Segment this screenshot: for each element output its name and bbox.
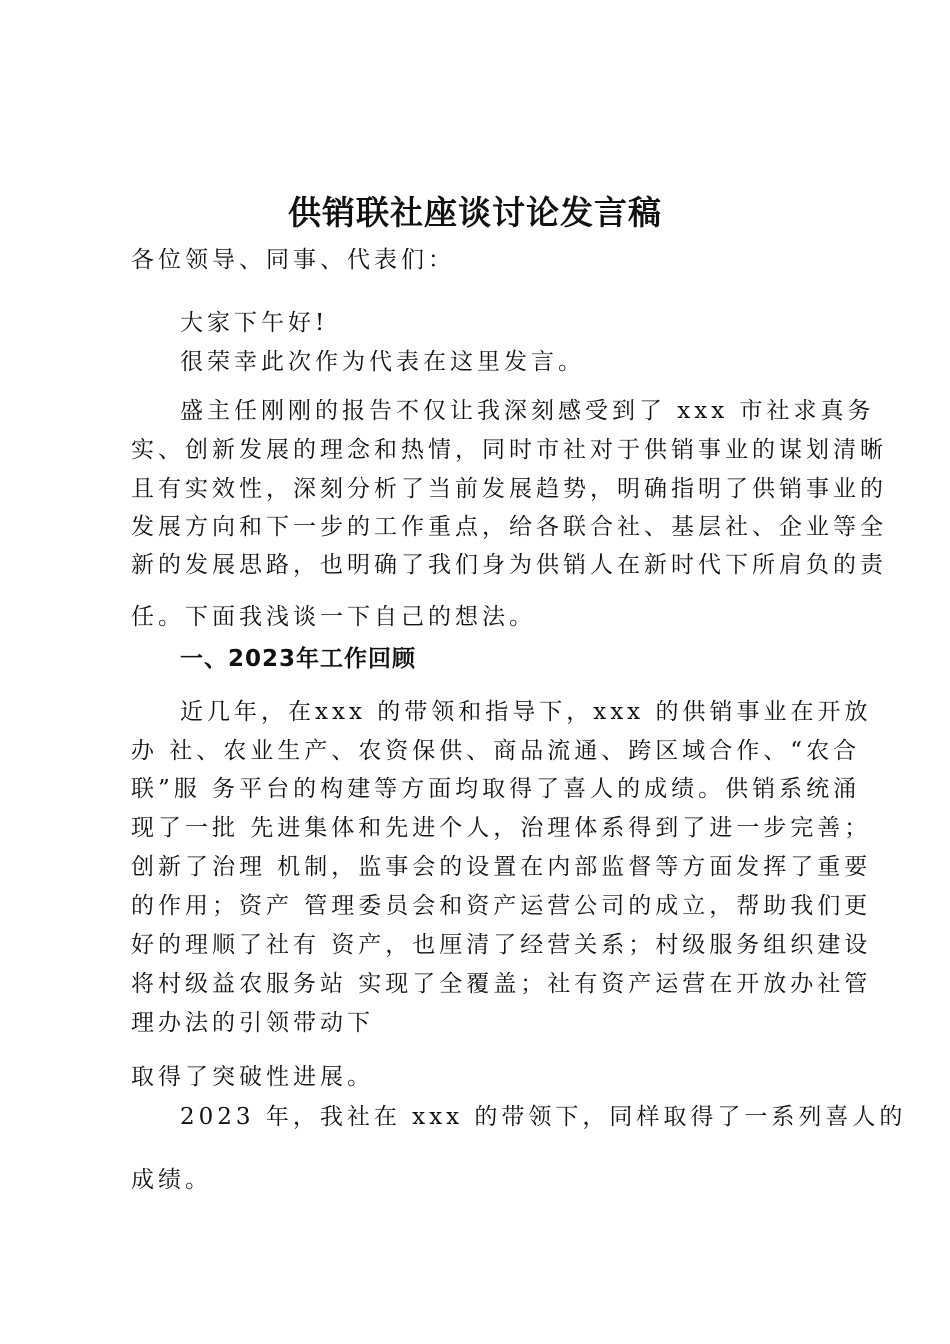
paragraph-line: 任。下面我浅谈一下自己的想法。 bbox=[131, 604, 536, 630]
paragraph-line: 盛主任刚刚的报告不仅让我深刻感受到了 xxx 市社求真务 bbox=[180, 398, 875, 424]
intro-line: 很荣幸此次作为代表在这里发言。 bbox=[180, 349, 585, 375]
paragraph-line: 成绩。 bbox=[131, 1167, 212, 1193]
paragraph-line: 且有实效性，深刻分析了当前发展趋势，明确指明了供销事业的 bbox=[131, 476, 887, 502]
paragraph-line: 取得了突破性进展。 bbox=[131, 1064, 374, 1090]
paragraph-line: 现了一批 先进集体和先进个人，治理体系得到了进一步完善； bbox=[131, 815, 872, 841]
paragraph-line: 将村级益农服务站 实现了全覆盖；社有资产运营在开放办社管 bbox=[131, 971, 872, 997]
paragraph-line: 好的理顺了社有 资产，也厘清了经营关系；村级服务组织建设 bbox=[131, 932, 872, 958]
paragraph-line: 联”服 务平台的构建等方面均取得了喜人的成绩。供销系统涌 bbox=[131, 776, 861, 802]
paragraph-line: 实、创新发展的理念和热情，同时市社对于供销事业的谋划清晰 bbox=[131, 437, 887, 463]
paragraph-line: 的作用；资产 管理委员会和资产运营公司的成立，帮助我们更 bbox=[131, 893, 872, 919]
paragraph-line: 理办法的引领带动下 bbox=[131, 1010, 374, 1036]
salutation: 各位领导、同事、代表们： bbox=[131, 247, 455, 273]
section-heading: 一、2023年工作回顾 bbox=[180, 646, 417, 672]
greeting: 大家下午好! bbox=[180, 310, 329, 336]
paragraph-line: 新的发展思路，也明确了我们身为供销人在新时代下所肩负的责 bbox=[131, 552, 887, 578]
document-title: 供销联社座谈讨论发言稿 bbox=[288, 193, 662, 232]
paragraph-line: 发展方向和下一步的工作重点，给各联合社、基层社、企业等全 bbox=[131, 514, 887, 540]
paragraph-line: 创新了治理 机制，监事会的设置在内部监督等方面发挥了重要 bbox=[131, 854, 872, 880]
paragraph-line: 近几年，在xxx 的带领和指导下，xxx 的供销事业在开放 bbox=[180, 699, 872, 725]
paragraph-line: 办 社、农业生产、农资保供、商品流通、跨区域合作、“农合 bbox=[131, 738, 861, 764]
paragraph-line: 2023 年，我社在 xxx 的带领下，同样取得了一系列喜人的 bbox=[180, 1104, 907, 1130]
